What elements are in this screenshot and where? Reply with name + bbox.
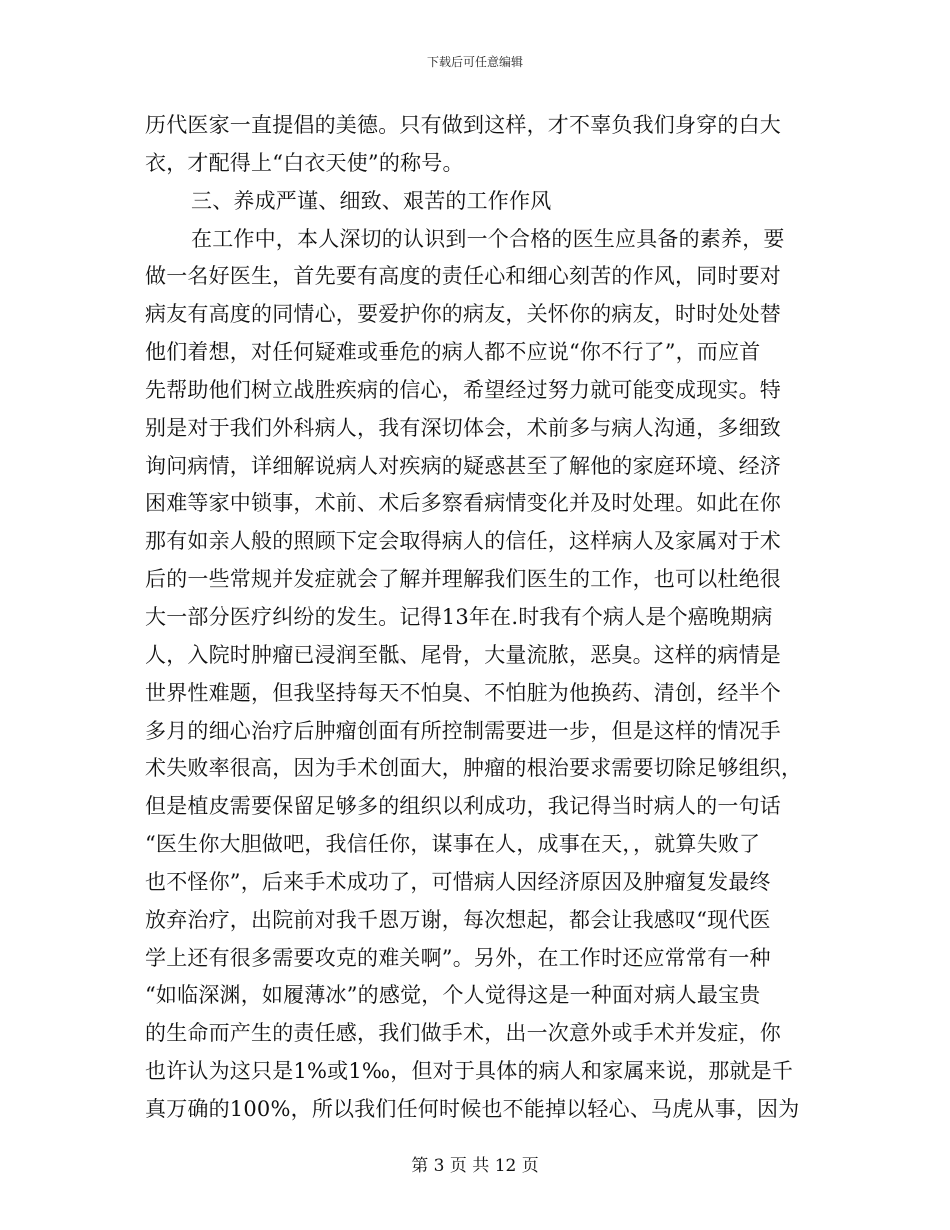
text-line: “如临深渊，如履薄冰”的感觉，个人觉得这是一种面对病人最宝贵 bbox=[145, 983, 761, 1008]
text-line: 病友有高度的同情心，要爱护你的病友，关怀你的病友，时时处处替 bbox=[145, 302, 781, 327]
text-line: 别是对于我们外科病人，我有深切体会，术前多与病人沟通，多细致 bbox=[145, 415, 781, 440]
text-line: 也不怪你”，后来手术成功了，可惜病人因经济原因及肿瘤复发最终 bbox=[145, 869, 771, 894]
text-line: 人，入院时肿瘤已浸润至骶、尾骨，大量流脓，恶臭。这样的病情是 bbox=[145, 642, 781, 667]
text-line: 放弃治疗，出院前对我千恩万谢，每次想起，都会让我感叹“现代医 bbox=[145, 907, 771, 932]
text-line: 询问病情，详细解说病人对疾病的疑惑甚至了解他的家庭环境、经济 bbox=[145, 453, 781, 478]
text-line: 大一部分医疗纠纷的发生。记得13年在.时我有个病人是个癌晚期病 bbox=[145, 604, 773, 629]
section-heading: 三、养成严谨、细致、艰苦的工作作风 bbox=[191, 188, 552, 213]
text-line: 也许认为这只是1%或1‰，但对于具体的病人和家属来说，那就是千 bbox=[145, 1059, 794, 1084]
text-line: “医生你大胆做吧，我信任你，谋事在人，成事在天，，就算失败了 bbox=[145, 832, 761, 857]
text-line: 历代医家一直提倡的美德。只有做到这样，才不辜负我们身穿的白大 bbox=[145, 113, 781, 137]
text-line: 真万确的100%，所以我们任何时候也不能掉以轻心、马虎从事，因为 bbox=[145, 1096, 800, 1121]
text-line: 在工作中，本人深切的认识到一个合格的医生应具备的素养，要 bbox=[191, 226, 785, 251]
page-footer: 第 3 页 共 12 页 bbox=[411, 1156, 539, 1176]
text-line: 做一名好医生，首先要有高度的责任心和细心刻苦的作风，同时要对 bbox=[145, 264, 781, 289]
text-line: 学上还有很多需要攻克的难关啊”。另外，在工作时还应常常有一种 bbox=[145, 945, 771, 970]
page-header-note: 下载后可任意编辑 bbox=[426, 55, 523, 69]
text-line: 先帮助他们树立战胜疾病的信心，希望经过努力就可能变成现实。特 bbox=[145, 377, 781, 402]
text-line: 但是植皮需要保留足够多的组织以利成功，我记得当时病人的一句话 bbox=[145, 794, 781, 819]
text-line: 世界性难题，但我坚持每天不怕臭、不怕脏为他换药、清创，经半个 bbox=[145, 680, 781, 705]
text-line: 多月的细心治疗后肿瘤创面有所控制需要进一步，但是这样的情况手 bbox=[145, 718, 781, 743]
text-line: 那有如亲人般的照顾下定会取得病人的信任，这样病人及家属对于术 bbox=[145, 529, 781, 554]
text-line: 他们着想，对任何疑难或垂危的病人都不应说“你不行了”，而应首 bbox=[145, 340, 761, 365]
text-line: 困难等家中锁事，术前、术后多察看病情变化并及时处理。如此在你 bbox=[145, 491, 781, 516]
document-body bbox=[145, 107, 805, 1129]
text-line: 后的一些常规并发症就会了解并理解我们医生的工作，也可以杜绝很 bbox=[145, 567, 781, 592]
text-line: 的生命而产生的责任感，我们做手术，出一次意外或手术并发症，你 bbox=[145, 1021, 781, 1046]
text-line: 衣，才配得上“白衣天使”的称号。 bbox=[145, 150, 464, 175]
text-line: 术失败率很高，因为手术创面大，肿瘤的根治要求需要切除足够组织， bbox=[145, 756, 803, 781]
